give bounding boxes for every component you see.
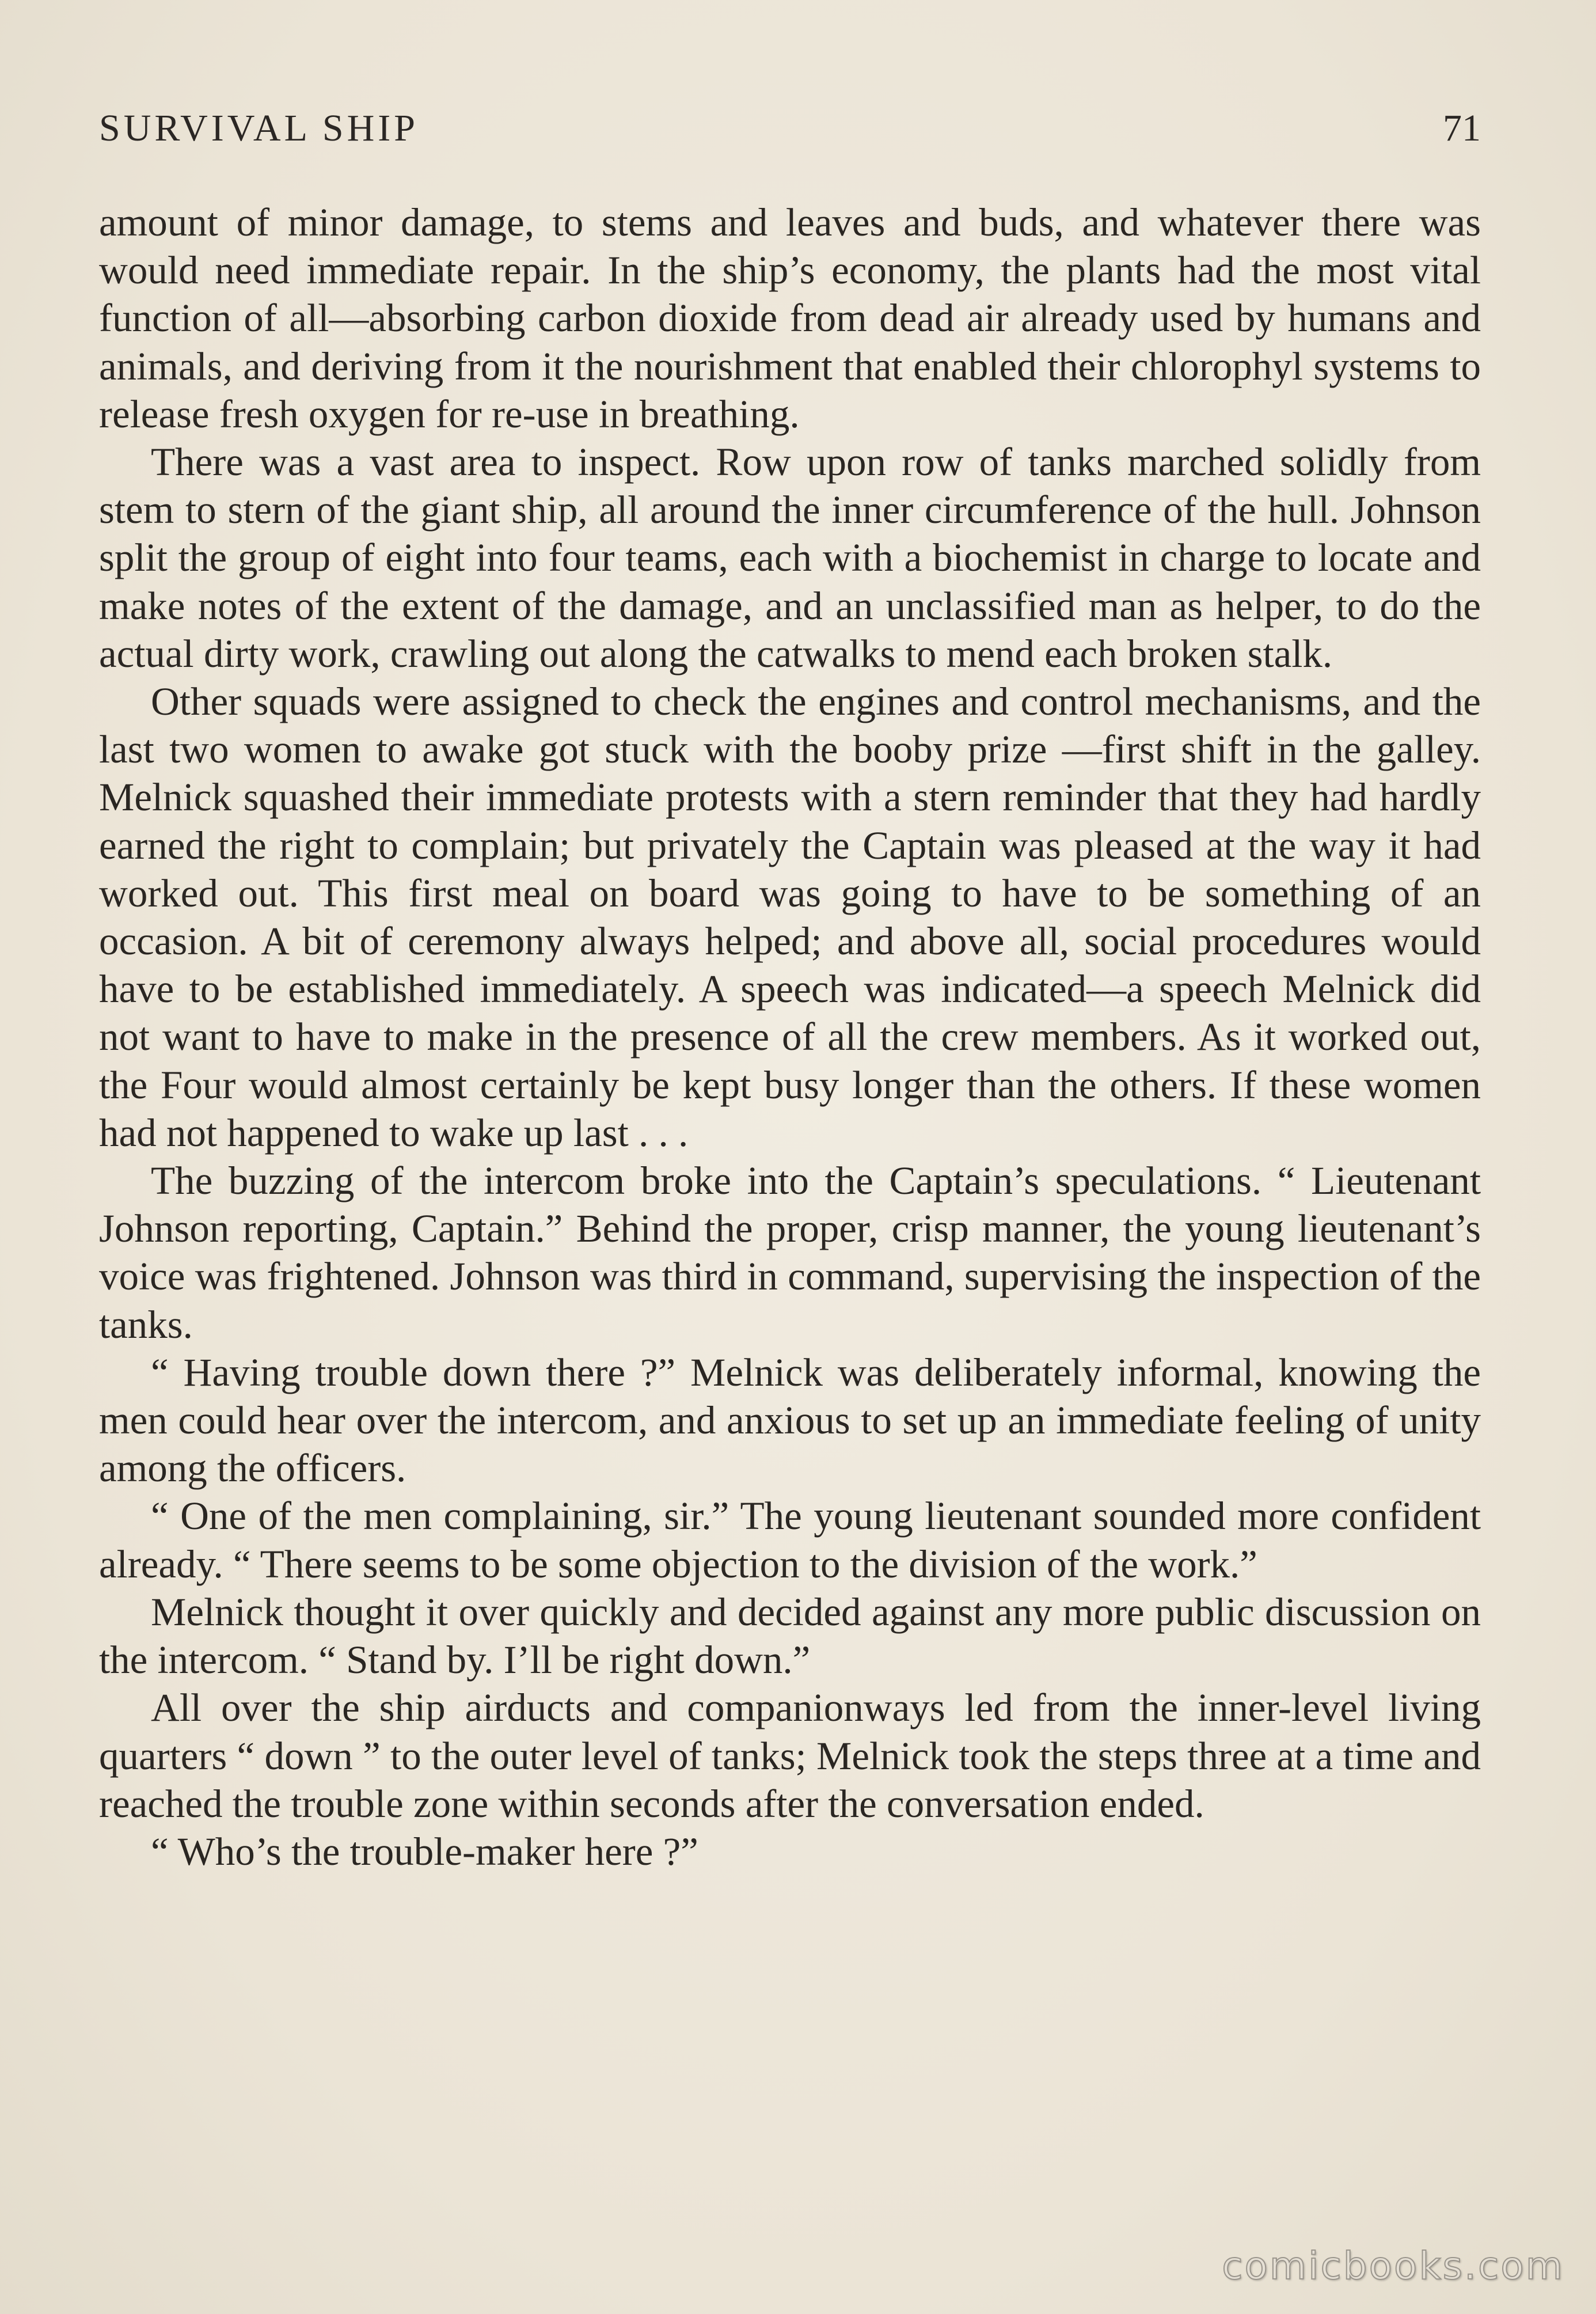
paragraph: The buzzing of the intercom broke into the Captain’s speculations. “ Lieutenant Johnson reporting, Captain.” Behind the proper, crisp manner, the young lieutenant’s voice was frightened. Johnson was third in command, supervising the inspection of the tanks. bbox=[99, 1159, 1481, 1346]
paragraph: “ One of the men complaining, sir.” The young lieutenant sounded more confident already. “ There seems to be some objection to the division of the work.” bbox=[99, 1494, 1481, 1586]
paragraph: “ Who’s the trouble-maker here ?” bbox=[151, 1829, 698, 1873]
paragraph: “ Having trouble down there ?” Melnick was deliberately informal, knowing the men could hear over the intercom, and anxious to set up an immediate feeling of unity among the officers. bbox=[99, 1350, 1481, 1490]
paragraph: amount of minor damage, to stems and leaves and buds, and whatever there was would need immediate repair. In the ship’s economy, the plants had the most vital function of all—absorbing carbon dioxide from dead air already used by humans and animals, and deriving from it the nourishment that enabled their chlorophyl systems to release fresh oxygen for re-use in breathing. bbox=[99, 200, 1481, 436]
watermark: comicbooks.com bbox=[1222, 2244, 1564, 2288]
paragraph: All over the ship airducts and companionways led from the inner-level living quarters “ down ” to the outer level of tanks; Melnick took the steps three at a time and reached the trouble zone within seconds after the conversation ended. bbox=[99, 1686, 1481, 1826]
body-text bbox=[99, 199, 1481, 1876]
page-number: 71 bbox=[1443, 107, 1481, 149]
paragraph: Other squads were assigned to check the engines and control mechanisms, and the last two women to awake got stuck with the booby prize —first shift in the galley. Melnick squashed their immediate protests with a stern reminder that they had hardly earned the right to complain; but privately the Captain was pleased at the way it had worked out. This first meal on board was going to have to be something of an occasion. A bit of ceremony always helped; and above all, social procedures would have to be established immediately. A speech was indicated—a speech Melnick did not want to have to make in the presence of all the crew members. As it worked out, the Four would almost certainly be kept busy longer than the others. If these women had not happened to wake up last . . . bbox=[99, 680, 1481, 1155]
running-head: SURVIVAL SHIP bbox=[99, 107, 419, 149]
page-header bbox=[99, 103, 1481, 154]
paragraph: Melnick thought it over quickly and decided against any more public discussion on the intercom. “ Stand by. I’ll be right down.” bbox=[99, 1590, 1481, 1682]
paragraph: There was a vast area to inspect. Row upon row of tanks marched solidly from stem to stern of the giant ship, all around the inner circumference of the hull. Johnson split the group of eight into four teams, each with a biochemist in charge to locate and make notes of the extent of the damage, and an unclassified man as helper, to do the actual dirty work, crawling out along the catwalks to mend each broken stalk. bbox=[99, 440, 1481, 676]
